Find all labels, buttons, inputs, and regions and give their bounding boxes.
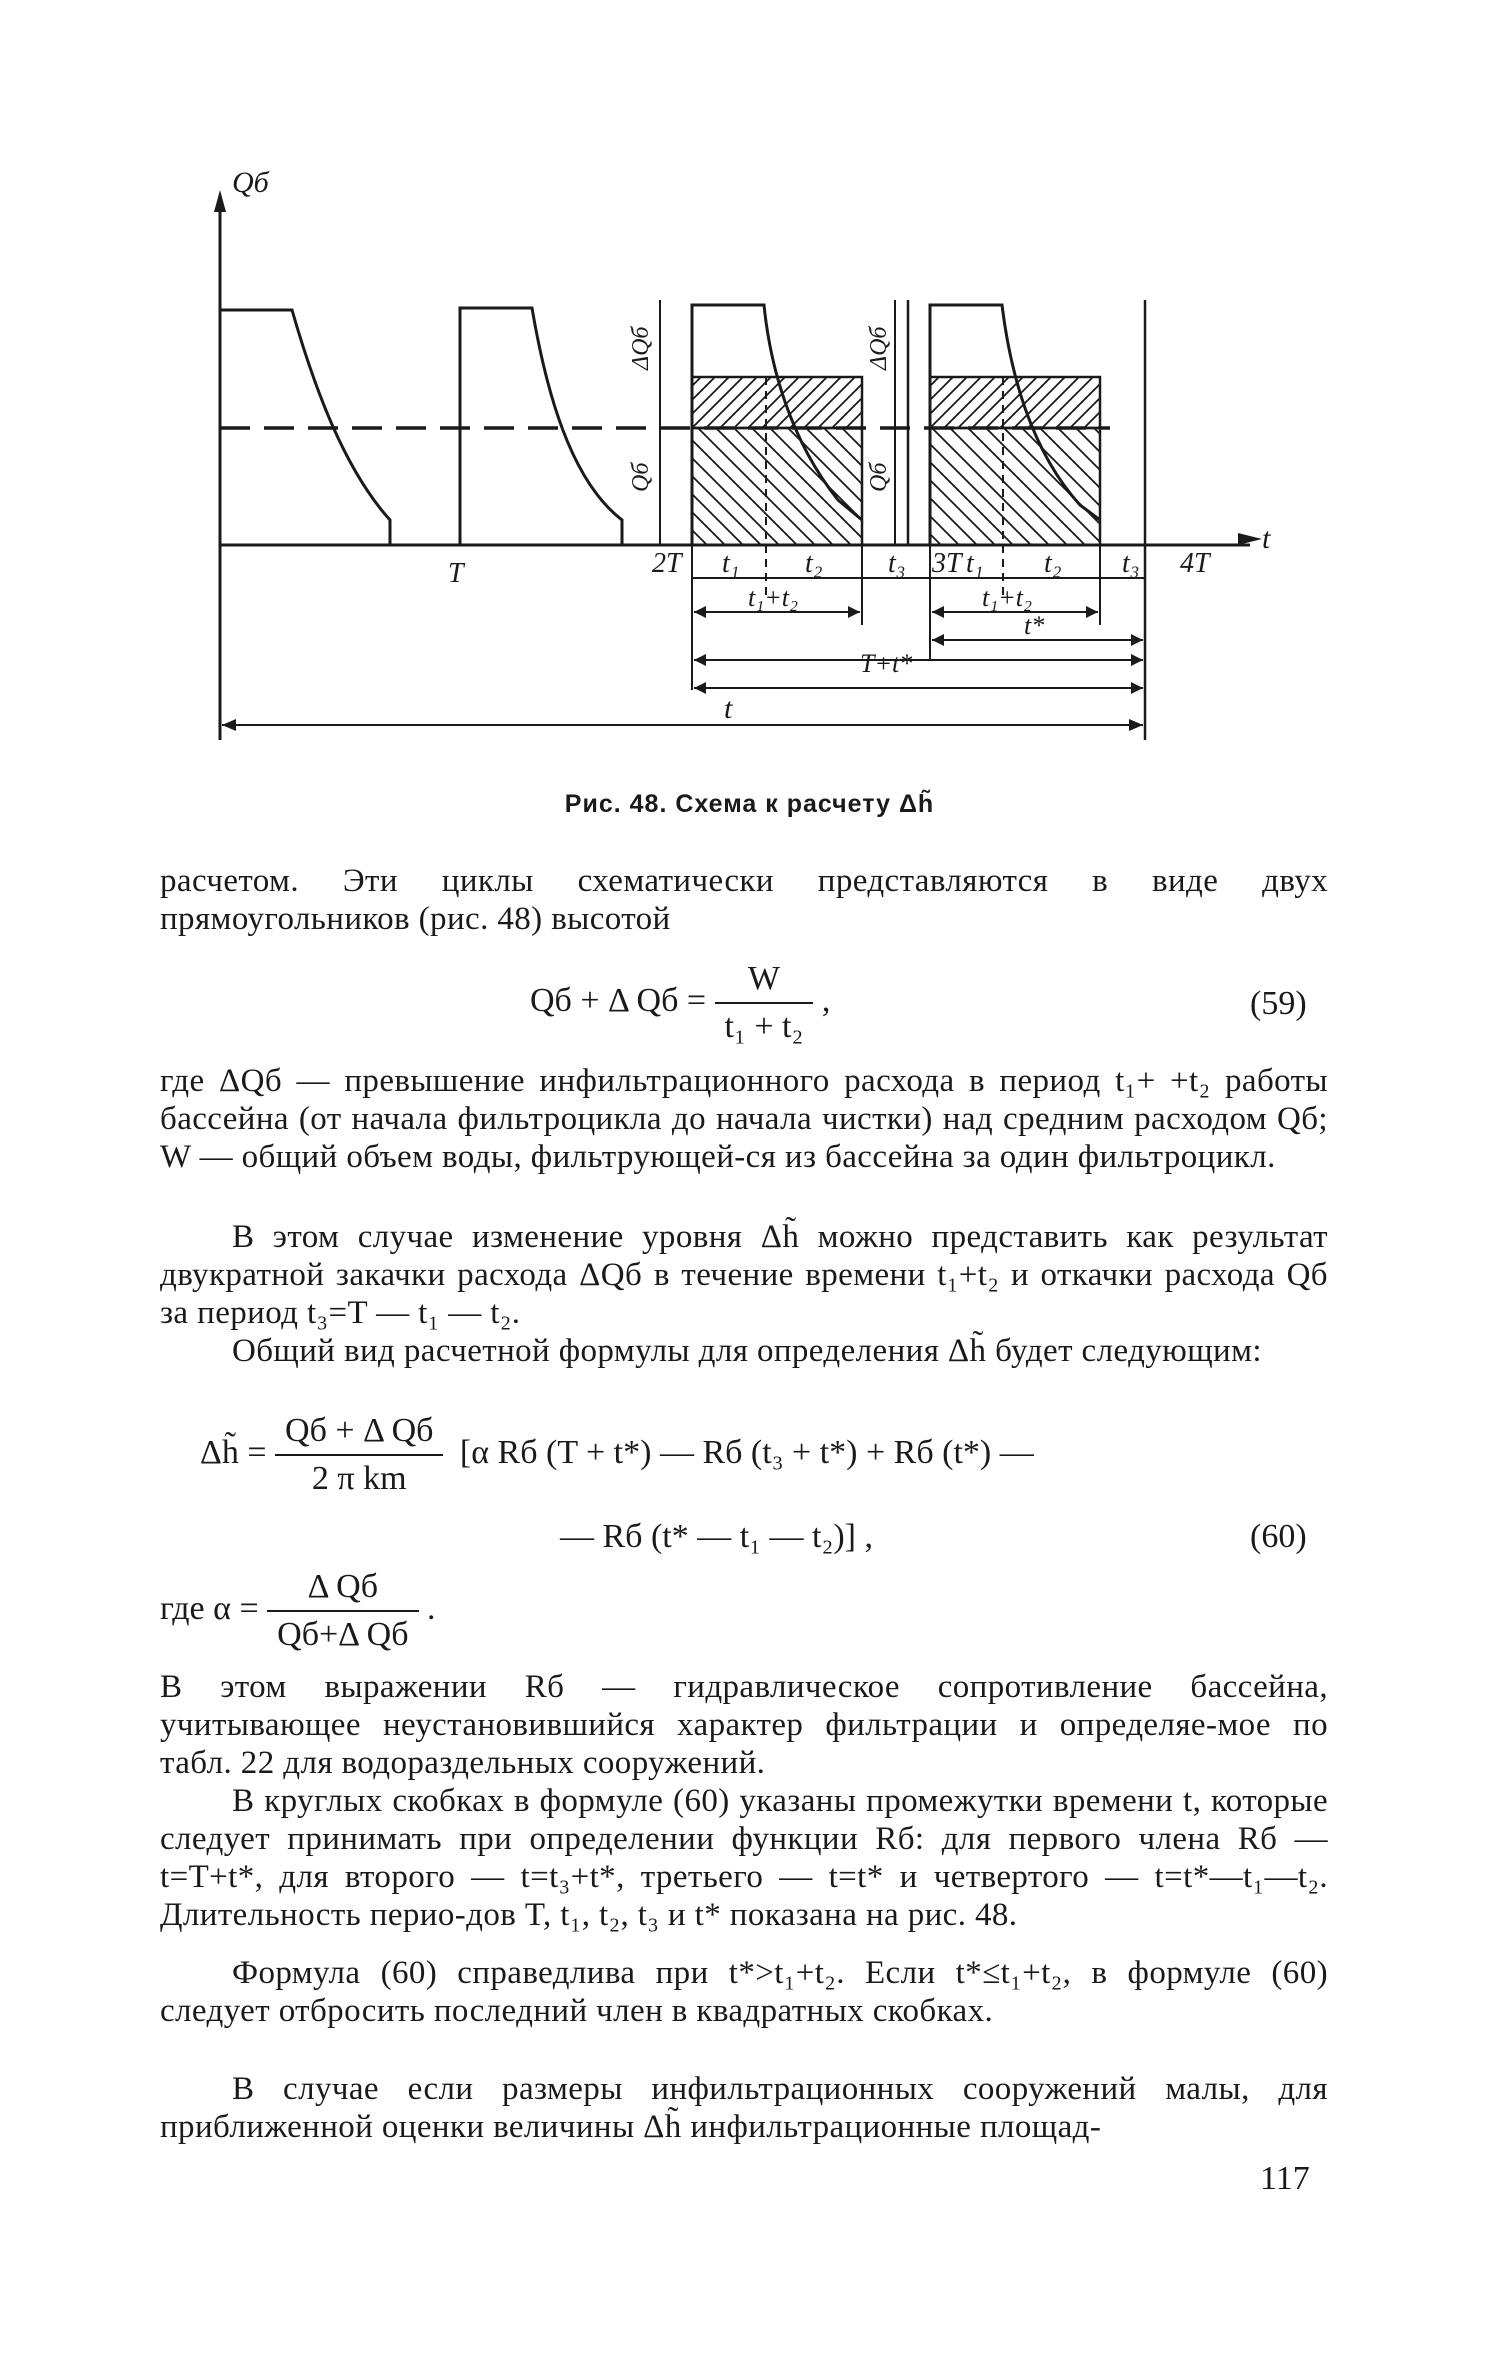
paragraph-7: Формула (60) справедлива при t*>t₁+t₂. Если t*≤t₁+t₂, в формуле (60) следует отбросить последний член в квадратных скобках. [160,1955,1328,2029]
paragraph-4: Общий вид расчетной формулы для определения Δh̃ будет следующим: [232,1333,1262,1369]
eq59-denominator: t₁ + t₂ [724,1008,804,1045]
page-number: 117 [1260,2160,1310,2197]
x-axis-label: t [1262,522,1271,555]
eq59-fraction [715,960,814,1046]
alpha-numerator: Δ Qб [267,1568,418,1612]
eq60-line-2: — Rб (t* — t₁ — t₂)] , [560,1518,873,1555]
alpha-fraction [267,1568,418,1654]
cycle-3-base-rect [692,428,862,545]
y-axis-arrow [214,190,226,212]
label-t3-a: t₃ [888,548,906,579]
label-t1-a: t₁ [722,548,740,579]
y-axis-label: Qб [232,166,269,199]
paragraph-5: В этом выражении Rб — гидравлическое сопротивление бассейна, учитывающее неустановившийся характер фильтрации и определяе-мое по табл. 22 для водораздельных сооружений. [160,1669,1328,1781]
eq60-numerator: Qб + Δ Qб [275,1412,443,1456]
eq59-tail: , [821,981,831,1019]
paragraph-1: расчетом. Эти циклы схематически представляются в виде двух прямоугольников (рис. 48) высотой [160,863,1328,937]
dim-T-plus-tstar [694,654,1143,666]
cycle-3-delta-rect [692,377,862,428]
label-t2-b: t₂ [1044,548,1062,579]
label-sum-a: t₁+t₂ [748,583,799,612]
label-dq-2: ΔQб [866,326,892,370]
dim-t-total [222,719,1143,731]
tick-label-2T: 2T [652,548,682,579]
label-q-1: Qб [628,462,654,492]
eq60-denominator: 2 π km [311,1460,407,1497]
alpha-definition [160,1568,436,1654]
eq59-lhs: Qб + Δ Qб = [530,981,707,1019]
label-T-plus-tstar: T+t* [860,649,913,678]
eq59-numerator: W [715,960,814,1004]
equation-60 [200,1412,1034,1498]
label-t-total: t [724,692,733,725]
alpha-denominator: Qб+Δ Qб [277,1616,409,1653]
eq60-line-1: [α Rб (T + t*) — Rб (t₃ + t*) + Rб (t*) — [459,1433,1034,1471]
paragraph-6: В круглых скобках в формуле (60) указаны промежутки времени t, которые следует принимать при определении функции Rб: для первого члена Rб — t=T+t*, для второго — t=t₃+t*, третьего — t=t* и четвертого — t=t*—t₁—t₂. Длительность перио-дов T, t₁, t₂, t₃ и t* показана на рис. 48. [160,1783,1328,1933]
alpha-tail: . [427,1589,436,1627]
tick-label-3T: 3T [932,548,962,579]
x-axis-arrow [1238,533,1262,545]
paragraph-2: где ΔQб — превышение инфильтрационного расхода в период t₁+ +t₂ работы бассейна (от начала фильтроцикла до начала чистки) над средним расходом Qб; W — общий объем воды, фильтрующей-ся из бассейна за один фильтроцикл. [160,1063,1328,1175]
alpha-prefix: где α = [160,1589,259,1627]
paragraph-3: В этом случае изменение уровня Δh̃ можно представить как результат двукратной закачки расхода ΔQб в течение времени t₁+t₂ и откачки расхода Qб за период t₃=T — t₁ — t₂. [160,1219,1328,1331]
tick-label-T: T [448,558,464,589]
equation-59 [530,960,830,1046]
label-t3-b: t₃ [1122,548,1140,579]
cycle-4-base-rect [930,428,1100,545]
paragraph-8: В случае если размеры инфильтрационных сооружений малы, для приближенной оценки величины Δh̃ инфильтрационные площад- [160,2071,1328,2145]
eq60-lhs: Δh̃ = [200,1433,267,1471]
label-t1-b: t₁ [966,548,984,579]
label-sum-b: t₁+t₂ [982,583,1033,612]
tick-label-4T: 4T [1180,548,1210,579]
cycle-4-delta-rect [930,377,1100,428]
label-dq-1: ΔQб [628,326,654,370]
eq59-number: (59) [1250,985,1307,1022]
label-t2-a: t₂ [805,548,823,579]
figure-caption: Рис. 48. Схема к расчету Δh̃ [564,790,935,818]
eq60-number: (60) [1250,1518,1307,1555]
figure-48 [0,0,1499,780]
label-tstar: t* [1024,611,1045,640]
label-q-2: Qб [866,462,892,492]
eq60-fraction [275,1412,443,1498]
dim-t-second [694,682,1143,694]
